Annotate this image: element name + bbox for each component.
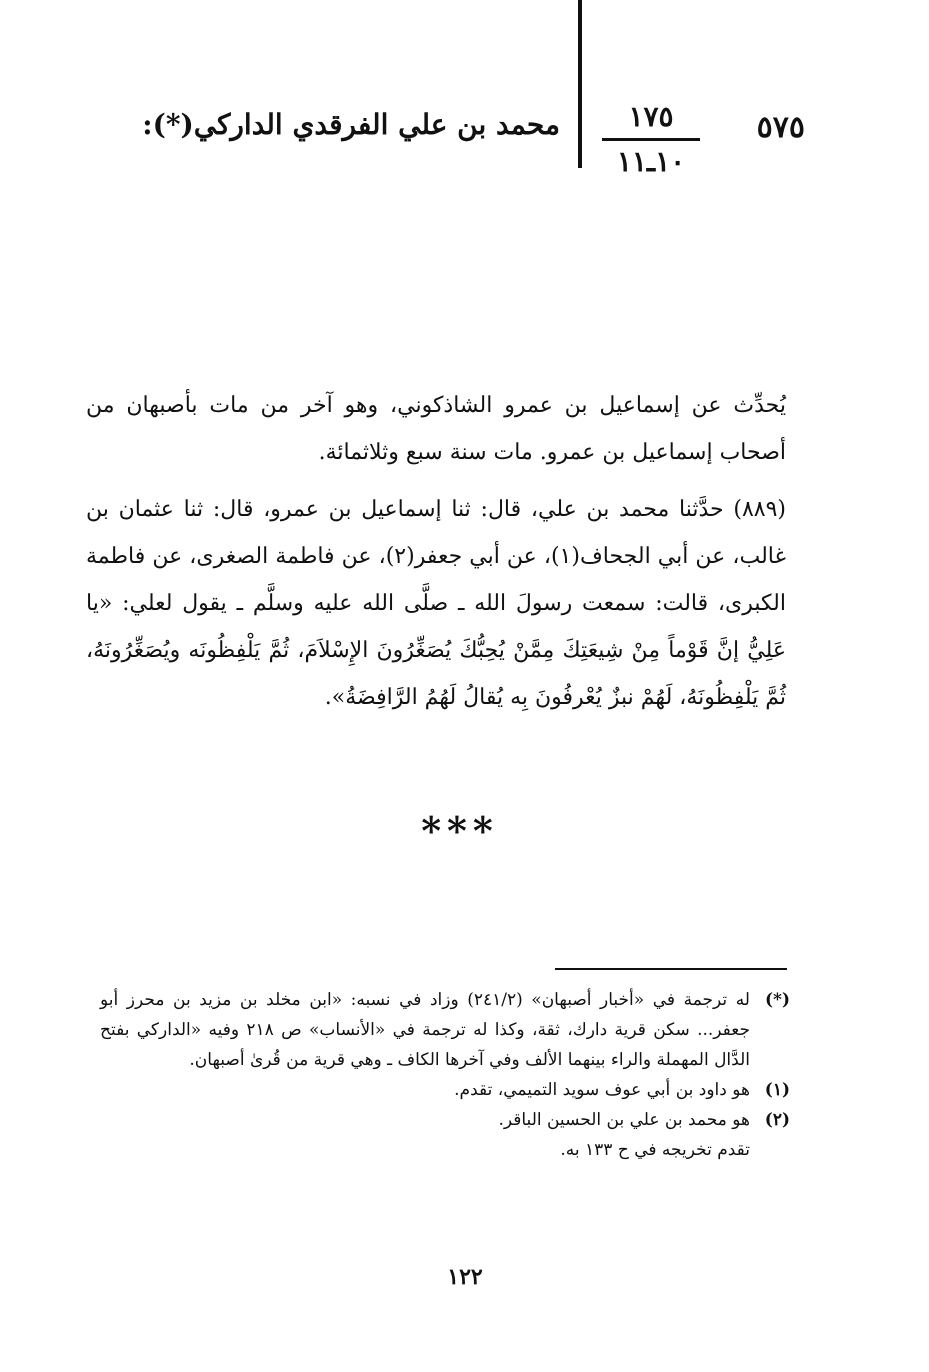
fraction-bottom: ١٠ـ١١ bbox=[616, 145, 686, 178]
fraction-top: ١٧٥ bbox=[628, 100, 674, 133]
footnote-item bbox=[100, 985, 790, 1075]
footnote-marker: (٢) bbox=[764, 1110, 790, 1130]
body-paragraph-2: (٨٨٩) حدَّثنا محمد بن علي، قال: ثنا إسماعيل بن عمرو، قال: ثنا عثمان بن غالب، عن أبي الجحاف(١)، عن أبي جعفر(٢)، عن فاطمة الصغرى، عن فاطمة الكبرى، قالت: سمعت رسولَ الله ـ صلَّى الله عليه وسلَّم ـ يقول لعلي: «يا عَلِيُّ إنَّ قَوْماً مِنْ شِيعَتِكَ مِمَّنْ يُحِبُّكَ يُصَغِّرُونَ الإِسْلاَمَ، ثُمَّ يَلْفِظُونَه ويُصَغِّرُونَهُ، ثُمَّ يَلْفِظُونَهُ، لَهُمْ نبزٌ يُعْرفُونَ بِه يُقالُ لَهُمُ الرَّافِضَةُ». bbox=[86, 497, 786, 710]
page-number: ١٢٢ bbox=[447, 1264, 483, 1290]
footnote-item bbox=[100, 1105, 790, 1135]
footnote-text: هو داود بن أبي عوف سويد التميمي، تقدم. bbox=[454, 1080, 750, 1100]
footnote-item bbox=[100, 1075, 790, 1105]
body-paragraph-1: يُحدِّث عن إسماعيل بن عمرو الشاذكوني، وهو آخر من مات بأصبهان من أصحاب إسماعيل بن عمرو. مات سنة سبع وثلاثمائة. bbox=[86, 393, 786, 465]
footnote-marker: (*) bbox=[765, 990, 790, 1010]
section-separator: *** bbox=[421, 808, 499, 853]
footnote-note: تقدم تخريجه في ح ١٣٣ به. bbox=[560, 1140, 750, 1160]
footnote-rule bbox=[555, 968, 787, 970]
footnote-text: له ترجمة في «أخبار أصبهان» (٢٤١/٢) وزاد في نسبه: «ابن مخلد بن مزيد بن محرز أبو جعفر... سكن قرية دارك، ثقة، وكذا له ترجمة في «الأنساب» ص ٢١٨ وفيه «الداركي بفتح الدَّال المهملة والراء بينهما الألف وفي آخرها الكاف ـ وهي قرية من قُرىٰ أصبهان. bbox=[100, 990, 750, 1070]
entry-fraction bbox=[596, 100, 706, 179]
entry-number: ٥٧٥ bbox=[756, 110, 805, 145]
footnote-text: هو محمد بن علي بن الحسين الباقر. bbox=[498, 1110, 750, 1130]
fraction-line bbox=[602, 138, 700, 141]
footnote-marker: (١) bbox=[764, 1080, 790, 1100]
entry-title: محمد بن علي الفرقدي الداركي(*): bbox=[142, 108, 560, 141]
footnotes bbox=[100, 985, 790, 1165]
header-vertical-rule bbox=[578, 0, 582, 168]
